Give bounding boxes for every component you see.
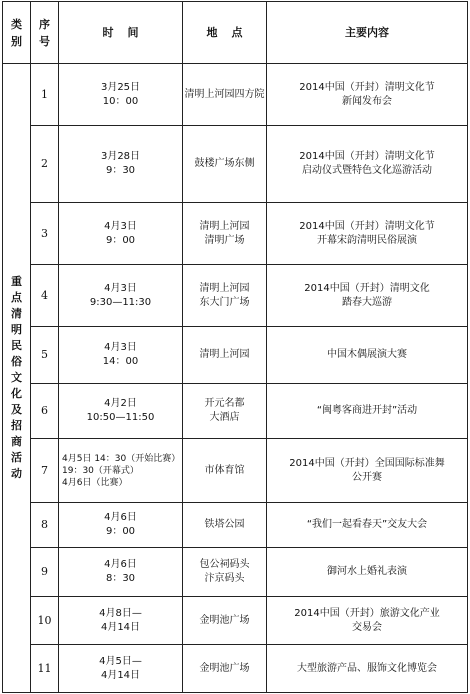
table-row — [3, 384, 468, 439]
table-row — [3, 203, 468, 265]
row-content: 中国木偶展演大赛 — [267, 327, 468, 384]
row-number: 10 — [31, 597, 59, 645]
row-place: 铁塔公园 — [183, 503, 267, 548]
row-content: “我们一起看春天”交友大会 — [267, 503, 468, 548]
row-number: 1 — [31, 64, 59, 126]
row-number: 5 — [31, 327, 59, 384]
row-time: 4月8日— 4月14日 — [59, 597, 183, 645]
category-cell: 重点清明民俗文化及招商活动 — [3, 64, 31, 693]
header-row — [3, 2, 468, 64]
row-content: 大型旅游产品、服饰文化博览会 — [267, 645, 468, 693]
row-number: 2 — [31, 126, 59, 203]
row-content: 2014中国（开封）清明文化节 启动仪式暨特色文化巡游活动 — [267, 126, 468, 203]
row-number: 3 — [31, 203, 59, 265]
header-number: 序号 — [31, 2, 59, 64]
row-content: 2014中国（开封）清明文化 踏春大巡游 — [267, 265, 468, 327]
row-time: 4月2日 10:50—11:50 — [59, 384, 183, 439]
row-content: 御河水上婚礼表演 — [267, 548, 468, 597]
table-row — [3, 126, 468, 203]
row-number: 9 — [31, 548, 59, 597]
table-row — [3, 439, 468, 503]
row-time: 4月6日 9：00 — [59, 503, 183, 548]
table-row — [3, 327, 468, 384]
row-number: 4 — [31, 265, 59, 327]
row-time: 4月3日 9:30—11:30 — [59, 265, 183, 327]
row-place: 开元名都 大酒店 — [183, 384, 267, 439]
table-row — [3, 597, 468, 645]
header-time: 时间 — [59, 2, 183, 64]
schedule-table — [2, 1, 468, 693]
header-category: 类别 — [3, 2, 31, 64]
row-content: “闽粤客商进开封”活动 — [267, 384, 468, 439]
table-row — [3, 503, 468, 548]
row-time: 4月3日 14：00 — [59, 327, 183, 384]
row-place: 金明池广场 — [183, 645, 267, 693]
row-number: 8 — [31, 503, 59, 548]
row-place: 清明上河园 东大门广场 — [183, 265, 267, 327]
row-number: 6 — [31, 384, 59, 439]
header-place: 地点 — [183, 2, 267, 64]
row-place: 市体育馆 — [183, 439, 267, 503]
row-place: 清明上河园四方院 — [183, 64, 267, 126]
row-content: 2014中国（开封）全国国际标准舞 公开赛 — [267, 439, 468, 503]
row-place: 鼓楼广场东侧 — [183, 126, 267, 203]
row-place: 清明上河园 清明广场 — [183, 203, 267, 265]
row-number: 11 — [31, 645, 59, 693]
row-content: 2014中国（开封）清明文化节 新闻发布会 — [267, 64, 468, 126]
row-time: 3月25日 10：00 — [59, 64, 183, 126]
row-content: 2014中国（开封）清明文化节 开幕宋韵清明民俗展演 — [267, 203, 468, 265]
row-time: 3月28日 9：30 — [59, 126, 183, 203]
table-row — [3, 265, 468, 327]
row-place: 包公祠码头 汴京码头 — [183, 548, 267, 597]
row-time: 4月5日— 4月14日 — [59, 645, 183, 693]
table-row — [3, 64, 468, 126]
row-time: 4月5日 14：30（开始比赛）19：30（开幕式） 4月6日（比赛） — [59, 439, 183, 503]
row-time: 4月3日 9：00 — [59, 203, 183, 265]
row-place: 金明池广场 — [183, 597, 267, 645]
row-number: 7 — [31, 439, 59, 503]
row-content: 2014中国（开封）旅游文化产业 交易会 — [267, 597, 468, 645]
row-place: 清明上河园 — [183, 327, 267, 384]
header-content: 主要内容 — [267, 2, 468, 64]
row-time: 4月6日 8：30 — [59, 548, 183, 597]
table-row — [3, 548, 468, 597]
table-row — [3, 645, 468, 693]
